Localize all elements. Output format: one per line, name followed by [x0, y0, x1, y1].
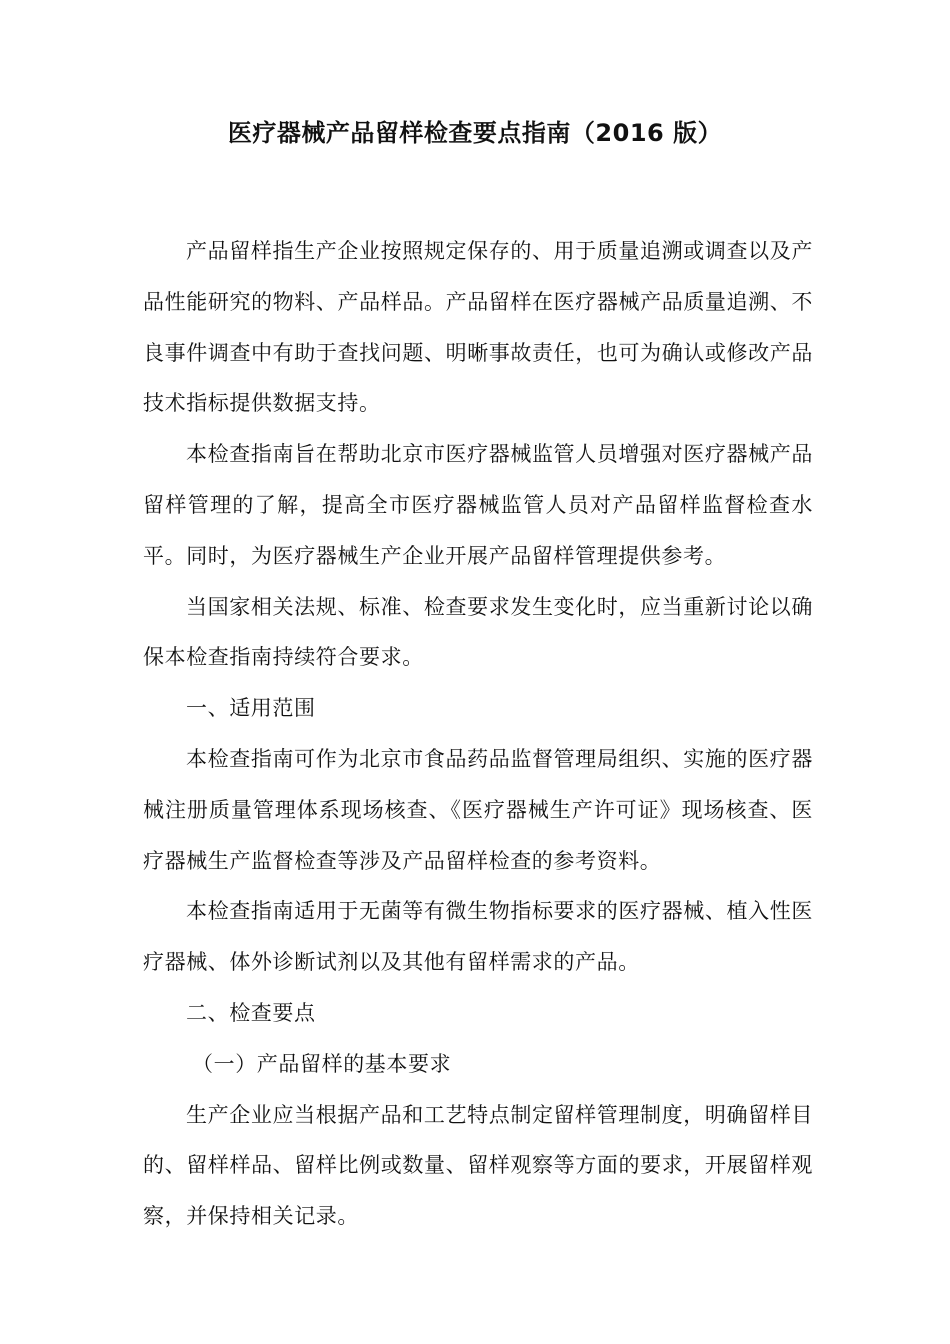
section-heading-scope: 一、适用范围 — [186, 696, 316, 721]
paragraph-scope-usage: 本检查指南可作为北京市食品药品监督管理局组织、实施的医疗器械注册质量管理体系现场核查、《医疗器械生产许可证》现场核查、医疗器械生产监督检查等涉及产品留样检查的参考资料。 — [143, 746, 813, 873]
paragraph-basic-requirements: 生产企业应当根据产品和工艺特点制定留样管理制度，明确留样目的、留样样品、留样比例或数量、留样观察等方面的要求，开展留样观察，并保持相关记录。 — [143, 1102, 813, 1229]
paragraph-definition: 产品留样指生产企业按照规定保存的、用于质量追溯或调查以及产品性能研究的物料、产品样品。产品留样在医疗器械产品质量追溯、不良事件调查中有助于查找问题、明晰事故责任，也可为确认或修改产品技术指标提供数据支持。 — [143, 239, 813, 416]
paragraph-scope-products: 本检查指南适用于无菌等有微生物指标要求的医疗器械、植入性医疗器械、体外诊断试剂以及其他有留样需求的产品。 — [143, 899, 813, 975]
document-body — [143, 226, 813, 1242]
section-heading-key-points: 二、检查要点 — [186, 1000, 316, 1025]
subsection-heading-basic-requirements: （一）产品留样的基本要求 — [192, 1051, 452, 1076]
document-title: 医疗器械产品留样检查要点指南（2016 版） — [227, 119, 723, 147]
paragraph-update-clause: 当国家相关法规、标准、检查要求发生变化时，应当重新讨论以确保本检查指南持续符合要求。 — [143, 594, 813, 670]
paragraph-purpose: 本检查指南旨在帮助北京市医疗器械监管人员增强对医疗器械产品留样管理的了解，提高全市医疗器械监管人员对产品留样监督检查水平。同时，为医疗器械生产企业开展产品留样管理提供参考。 — [143, 442, 813, 568]
